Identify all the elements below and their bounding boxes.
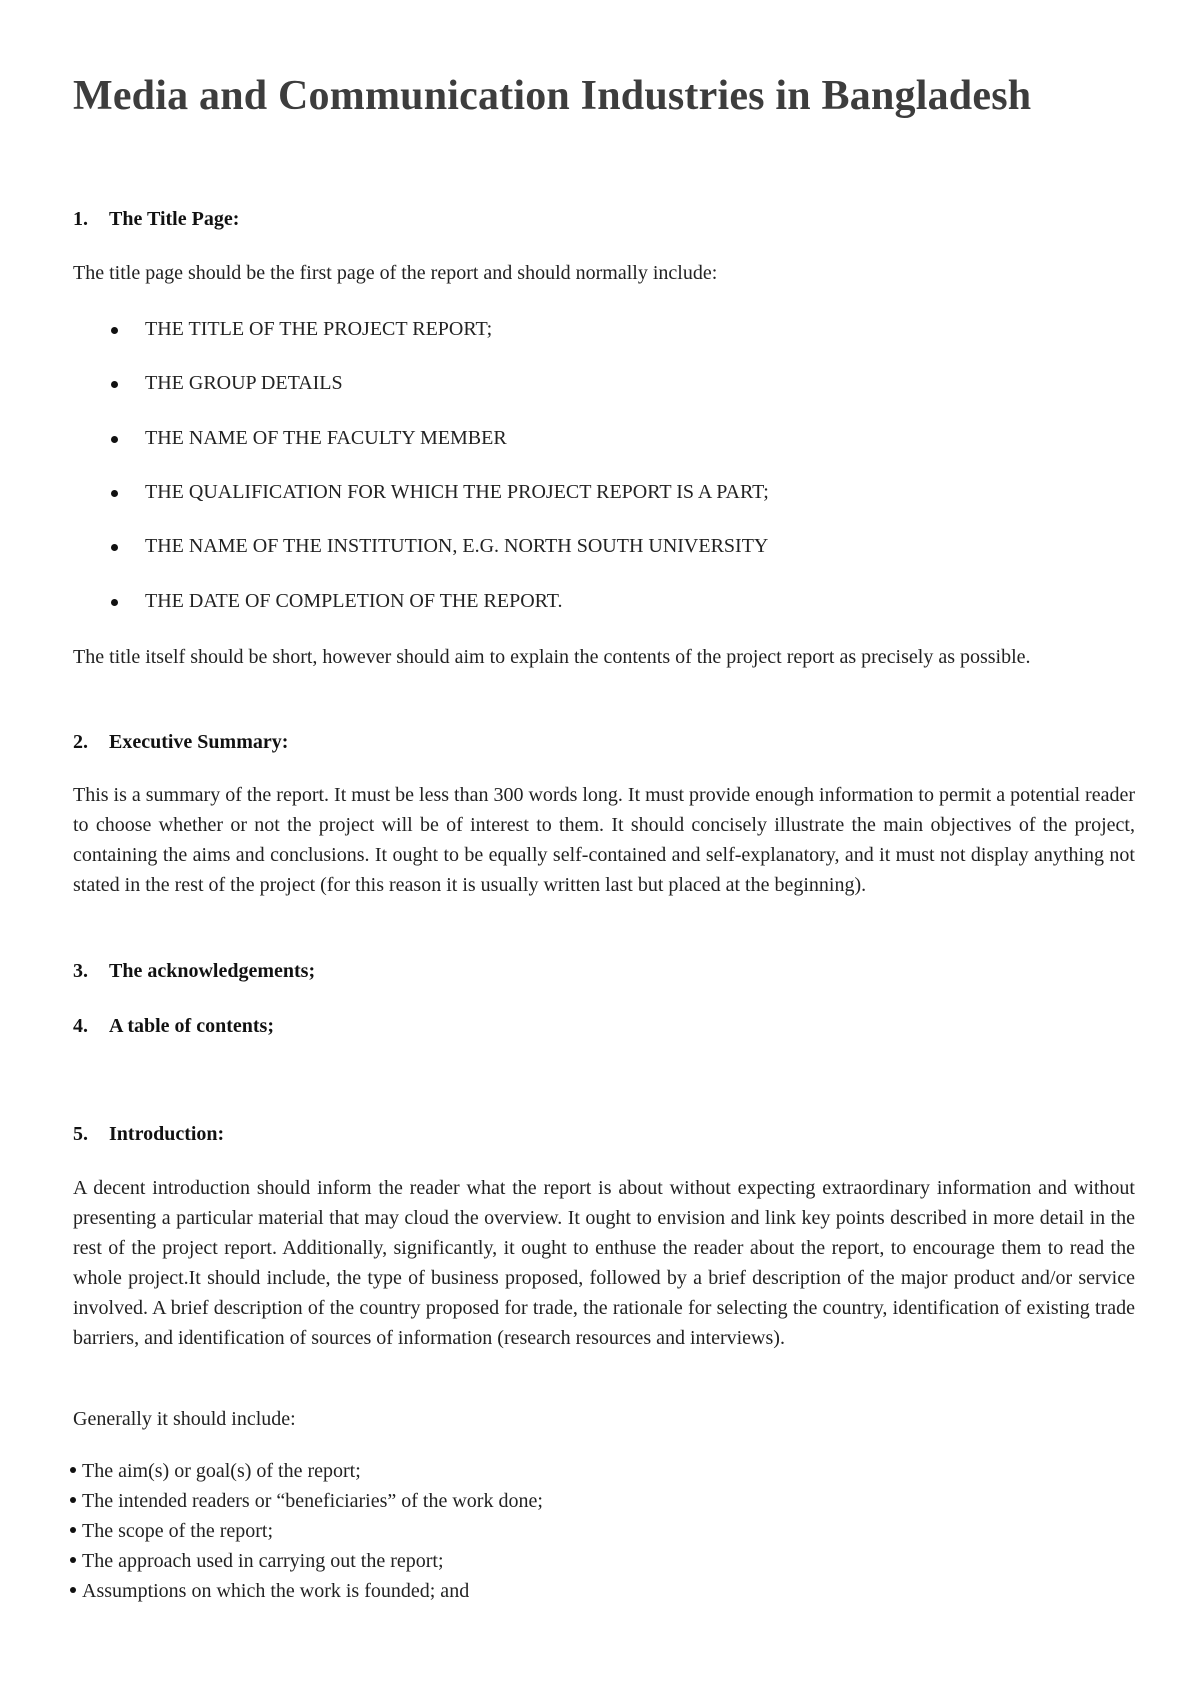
list-item: THE DATE OF COMPLETION OF THE REPORT. [145,590,563,612]
bullet-icon [70,1467,76,1473]
section-1-closing: The title itself should be short, however should aim to explain the contents of the project report as precisely as possible. [73,646,1031,668]
list-item-text: The aim(s) or goal(s) of the report; [82,1460,361,1482]
list-item-text: The approach used in carrying out the report; [82,1550,444,1572]
bullet-icon [70,1497,76,1503]
section-2-number: 2. [73,731,88,753]
list-item: THE NAME OF THE FACULTY MEMBER [145,427,507,449]
section-3-title: The acknowledgements; [109,960,316,982]
list-item-text: The scope of the report; [82,1520,274,1542]
section-4-number: 4. [73,1015,88,1037]
section-3-number: 3. [73,960,88,982]
section-1-title: The Title Page: [109,208,240,230]
section-2-heading [73,731,288,754]
introduction-items-list [70,1456,543,1606]
bullet-icon [70,1527,76,1533]
list-item-text: Assumptions on which the work is founded; and [82,1580,470,1602]
list-item-text: The intended readers or “beneficiaries” of the work done; [82,1490,543,1512]
list-item: THE NAME OF THE INSTITUTION, E.G. NORTH SOUTH UNIVERSITY [145,535,769,557]
bullet-icon [70,1557,76,1563]
section-5-title: Introduction: [109,1123,225,1145]
list-item [70,1516,543,1546]
bullet-icon [70,1587,76,1593]
section-1-intro: The title page should be the first page of the report and should normally include: [73,262,718,284]
list-item [70,1486,543,1516]
section-3-heading [73,960,315,983]
section-1-heading [73,208,239,231]
section-5-heading [73,1123,224,1146]
section-2-body: This is a summary of the report. It must be less than 300 words long. It must provide enough information to permit a potential reader to choose whether or not the project will be of interest to them. It should concisely illustrate the main objectives of the project, containing the aims and conclusions. It ought to be equally self-contained and self-explanatory, and it must not display anything not stated in the rest of the project (for this reason it is usually written last but placed at the beginning). [73,784,1136,896]
list-item: THE GROUP DETAILS [145,372,343,394]
section-4-heading [73,1015,274,1038]
section-5-body: A decent introduction should inform the reader what the report is about without expecting extraordinary information and without presenting a particular material that may cloud the overview. It ought to envision and link key points described in more detail in the rest of the project report. Additionally, significantly, it ought to enthuse the reader about the report, to encourage them to read the whole project.It should include, the type of business proposed, followed by a brief description of the major product and/or service involved. A brief description of the country proposed for trade, the rationale for selecting the country, identification of existing trade barriers, and identification of sources of information (research resources and interviews). [73,1177,1135,1349]
list-item: THE QUALIFICATION FOR WHICH THE PROJECT REPORT IS A PART; [145,481,769,503]
list-item [70,1576,543,1606]
section-5-generally: Generally it should include: [73,1408,296,1430]
list-item: THE TITLE OF THE PROJECT REPORT; [145,318,493,340]
section-1-number: 1. [73,208,88,230]
list-item [70,1546,543,1576]
section-4-title: A table of contents; [109,1015,274,1037]
section-5-number: 5. [73,1123,88,1145]
list-item [70,1456,543,1486]
section-2-title: Executive Summary: [109,731,289,753]
document-title: Media and Communication Industries in Bangladesh [73,73,1032,119]
